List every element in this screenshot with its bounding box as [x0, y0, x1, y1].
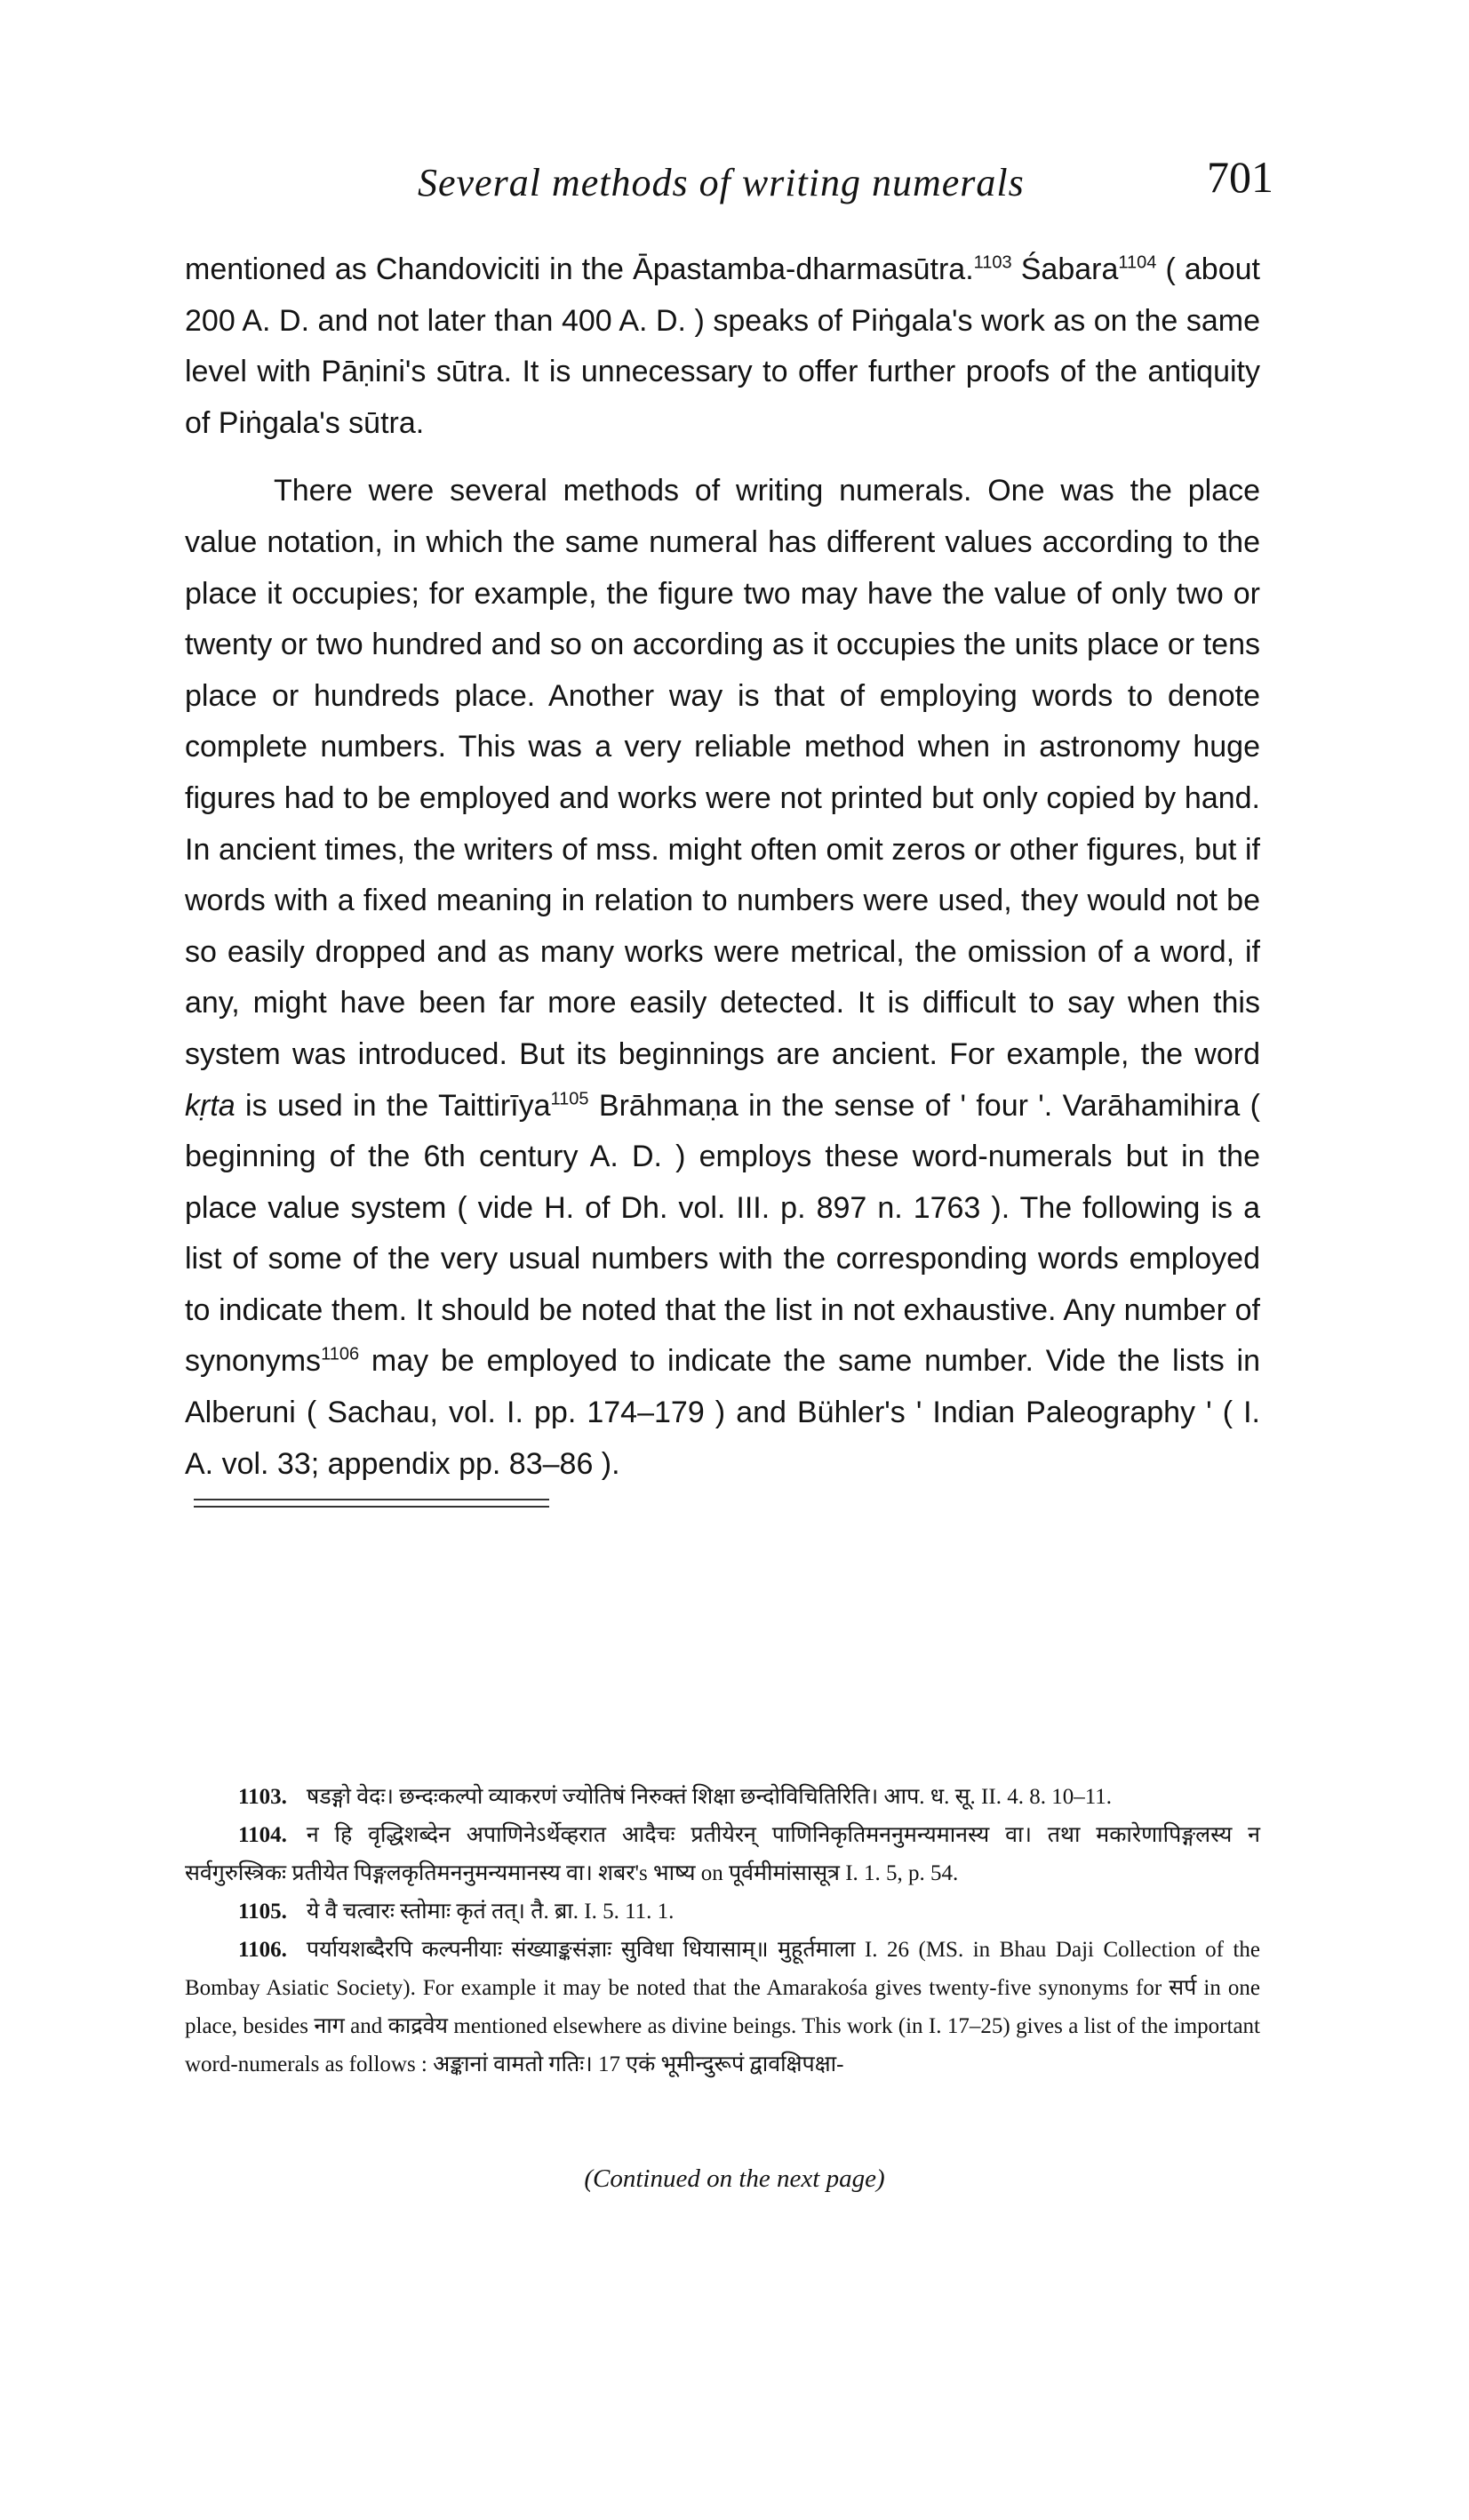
footnote-text: न हि वृद्धिशब्देन अपाणिनेऽर्थेव्हरात आदैचः प्रतीयेरन् पाणिनिकृतिमननुमन्यमानस्य वा। तथा मकारेणापिङ्गलस्य न सर्वगुरुस्त्रिकः प्रतीयेत पिङ्गलकृतिमननुमन्यमानस्य वा। शबर's भाष्य on पूर्वमीमांसासूत्र I. 1. 5, p. 54.	[185, 1823, 1260, 1885]
paragraph-2-text-b: is used in the Taittirīya	[235, 1088, 551, 1123]
running-title: Several methods of writing numerals	[418, 161, 1025, 204]
footnote-number: 1104.	[238, 1823, 287, 1847]
italic-term-krta: kṛta	[185, 1088, 236, 1123]
footnotes	[185, 1778, 1260, 2084]
footnote-number: 1103.	[238, 1785, 287, 1809]
paragraph-2	[185, 466, 1260, 1490]
footnote-1104	[185, 1816, 1260, 1892]
paragraph-2-text-d: may be employed to indicate the same number. Vide the lists in Alberuni ( Sachau, vol. I. pp. 174–179 ) and Bühler's ' Indian Paleography ' ( I. A. vol. 33; appendix pp. 83–86 ).	[185, 1344, 1260, 1481]
footnote-ref-1104: 1104	[1118, 252, 1157, 273]
page-number: 701	[1207, 152, 1273, 202]
paragraph-1-text-b: Śabara	[1011, 252, 1119, 286]
footnote-text: पर्यायशब्दैरपि कल्पनीयाः संख्याङ्कसंज्ञाः सुविधा धियासाम्॥ मुहूर्तमाला I. 26 (MS. in Bhau Daji Collection of the Bombay Asiatic Society). For example it may be noted that the Amarakośa gives twenty-five synonyms for सर्प in one place, besides नाग and काद्रवेय mentioned elsewhere as divine beings. This work (in I. 17–25) gives a list of the important word-numerals as follows : अङ्कानां वामतो गतिः। 17 एकं भूमीन्दुरूपं द्वावक्षिपक्षा-	[185, 1938, 1260, 2076]
footnote-1103	[185, 1778, 1260, 1816]
paragraph-1-text-c: ( about 200 A. D. and not later than 400 A. D. ) speaks of Piṅgala's work as on the same level with Pāṇini's sūtra. It is unnecessary to offer further proofs of the antiquity of Piṅgala's sūtra.	[185, 252, 1260, 440]
footnote-text: ये वै चत्वारः स्तोमाः कृतं तत्। तै. ब्रा. I. 5. 11. 1.	[306, 1900, 675, 1924]
footnote-number: 1105.	[238, 1900, 287, 1924]
footnote-text: षडङ्गो वेदः। छन्दःकल्पो व्याकरणं ज्योतिषं निरुक्तं शिक्षा छन्दोविचितिरिति। आप. ध. सू. II. 4. 8. 10–11.	[306, 1785, 1113, 1809]
footnote-separator-rule	[194, 1499, 549, 1508]
paragraph-1-text-a: mentioned as Chandoviciti in the Āpastamba-dharmasūtra.	[185, 252, 974, 286]
continued-note: (Continued on the next page)	[584, 2164, 885, 2193]
paragraph-1	[185, 244, 1260, 449]
paragraph-2-text-c: Brāhmaṇa in the sense of ' four '. Varāhamihira ( beginning of the 6th century A. D. ) employs these word-numerals but in the place value system ( vide H. of Dh. vol. III. p. 897 n. 1763 ). The following is a list of some of the very usual numbers with the corresponding words employed to indicate them. It should be noted that the list in not exhaustive. Any number of synonyms	[185, 1088, 1260, 1379]
page-header	[178, 151, 1273, 213]
footnote-ref-1106: 1106	[321, 1345, 360, 1365]
footnote-ref-1103: 1103	[973, 252, 1012, 273]
footnote-1105	[185, 1892, 1260, 1931]
paragraph-2-text-a: There were several methods of writing numerals. One was the place value notation, in which the same numeral has different values according to the place it occupies; for example, the figure two may have the value of only two or twenty or two hundred and so on according as it occupies the units place or tens place or hundreds place. Another way is that of employing words to denote complete numbers. This was a very reliable method when in astronomy huge figures had to be employed and works were not printed but only copied by hand. In ancient times, the writers of mss. might often omit zeros or other figures, but if words with a fixed meaning in relation to numbers were used, they would not be so easily dropped and as many works were metrical, the omission of a word, if any, might have been far more easily detected. It is difficult to say when this system was introduced. But its beginnings are ancient. For example, the word	[185, 474, 1260, 1071]
body-text	[185, 244, 1260, 1508]
footnote-number: 1106.	[238, 1938, 287, 1962]
footnote-1106	[185, 1931, 1260, 2084]
footnote-ref-1105: 1105	[550, 1089, 589, 1109]
